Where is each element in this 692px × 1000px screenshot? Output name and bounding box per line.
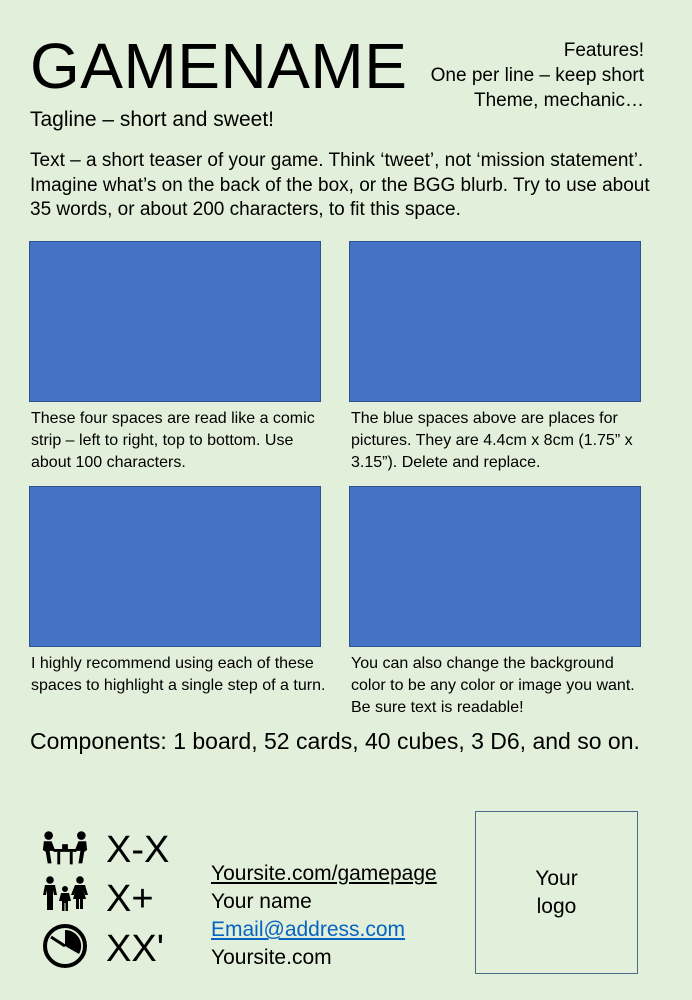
picture-placeholder-2 — [349, 241, 641, 402]
email-link[interactable]: Email@address.com — [211, 918, 406, 941]
clock-icon — [40, 926, 90, 966]
logo-label: Your logo — [535, 866, 578, 918]
player-count: X-X — [106, 829, 170, 871]
age-rating: X+ — [106, 878, 154, 920]
contact-links — [211, 860, 437, 972]
panel-caption-1: These four spaces are read like a comic strip – left to right, top to bottom. Use about 100 characters. — [31, 410, 315, 471]
website-text: Yoursite.com — [211, 946, 332, 969]
feature-line: One per line – keep short — [430, 65, 644, 86]
panel-caption-3: I highly recommend using each of these spaces to highlight a single step of a turn. — [31, 655, 326, 694]
tagline: Tagline – short and sweet! — [30, 108, 274, 131]
feature-line: Features! — [563, 40, 644, 61]
teaser-text: Text – a short teaser of your game. Think ‘tweet’, not ‘mission statement’. Imagine what’s on the back of the box, or the BGG blurb. Try to use about 35 words, or about 200 characters, to fit this space. — [30, 150, 650, 220]
play-time: XX' — [106, 928, 164, 970]
picture-placeholder-4 — [349, 486, 641, 647]
panel-caption-2: The blue spaces above are places for pictures. They are 4.4cm x 8cm (1.75” x 3.15”). Delete and replace. — [351, 410, 633, 471]
picture-placeholder-3 — [29, 486, 321, 647]
logo-placeholder — [475, 811, 638, 974]
family-age-icon — [40, 874, 90, 914]
components-list: Components: 1 board, 52 cards, 40 cubes, 3 D6, and so on. — [30, 728, 640, 754]
feature-line: Theme, mechanic… — [473, 90, 644, 111]
gamepage-link[interactable]: Yoursite.com/gamepage — [211, 862, 437, 885]
players-at-table-icon — [40, 829, 90, 869]
designer-name: Your name — [211, 890, 312, 913]
features-list — [431, 38, 644, 113]
picture-placeholder-1 — [29, 241, 321, 402]
panel-caption-4: You can also change the background color to be any color or image you want. Be sure text is readable! — [351, 655, 635, 716]
game-title: GAMENAME — [30, 30, 408, 102]
